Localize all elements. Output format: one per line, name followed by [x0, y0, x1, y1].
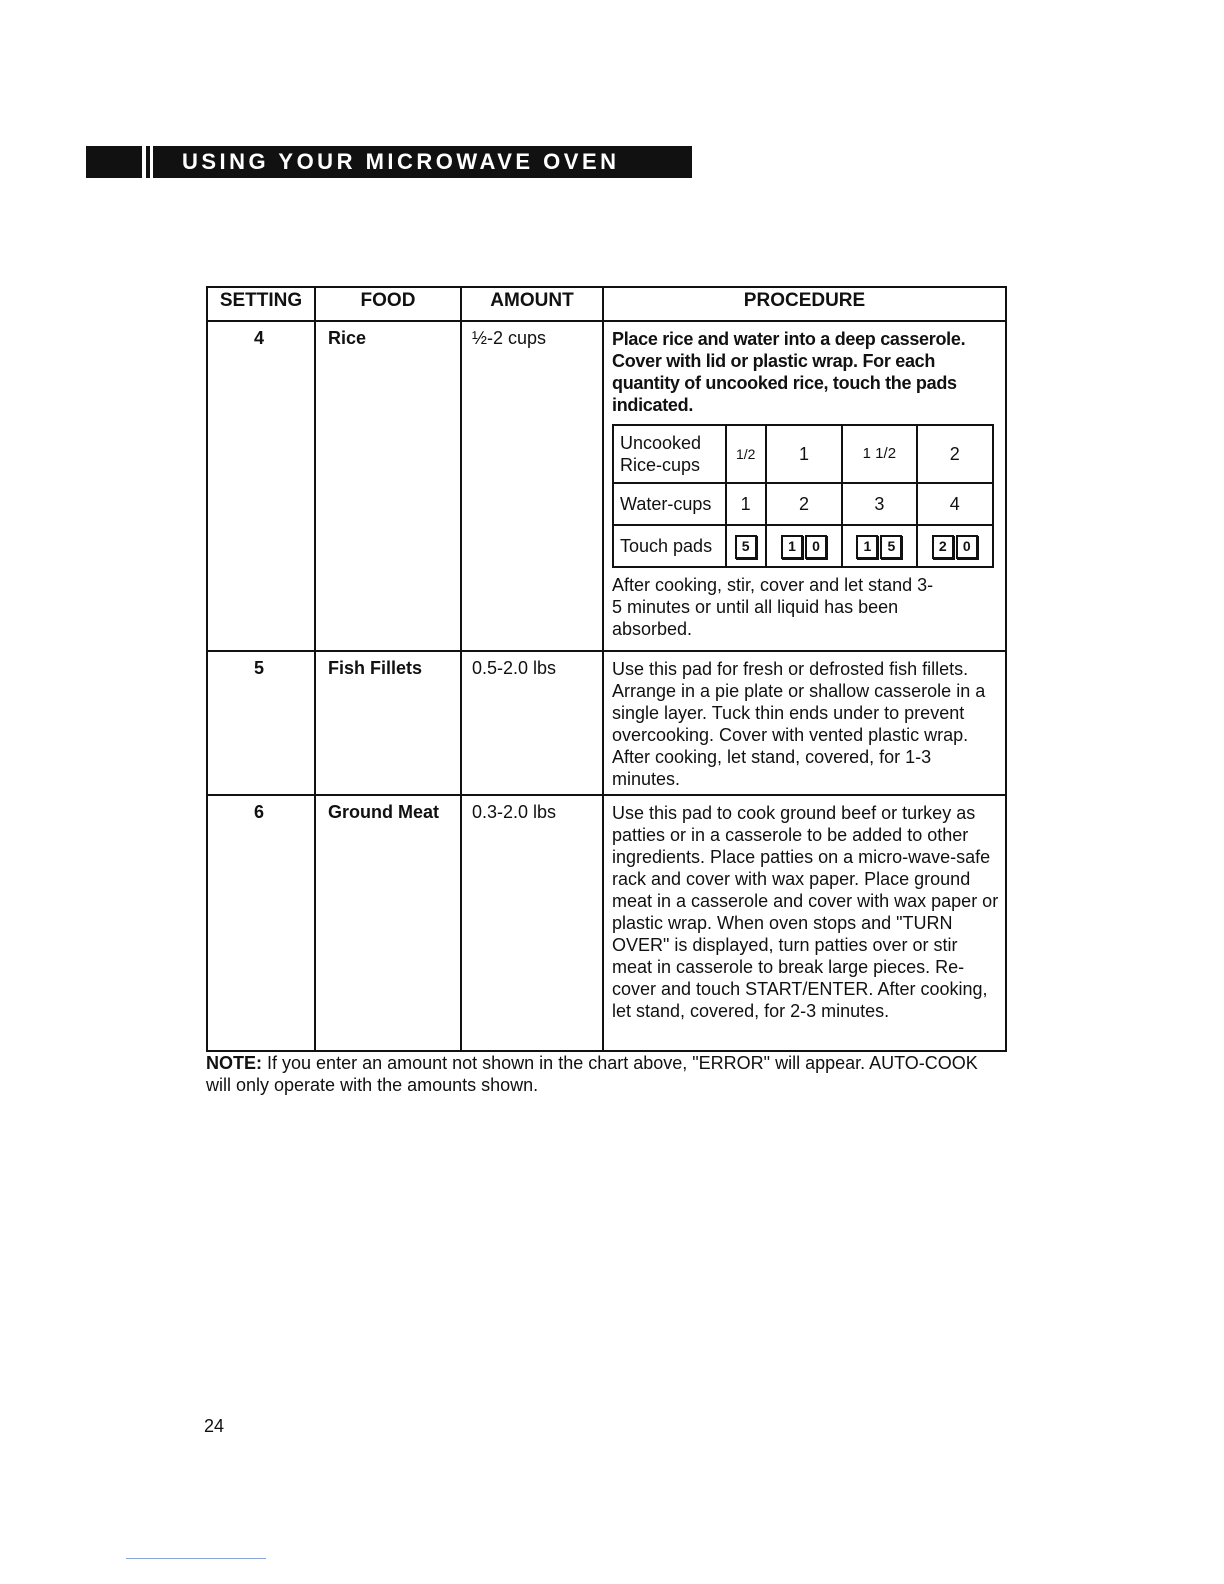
food-cell: Fish Fillets: [315, 651, 461, 795]
section-header-bar: [86, 146, 692, 178]
header-divider: [150, 146, 153, 178]
table-header-row: [207, 287, 1006, 321]
note-text: If you enter an amount not shown in the chart above, "ERROR" will appear. AUTO-COOK will only operate with the amounts shown.: [206, 1053, 978, 1095]
uncooked-label: Uncooked Rice-cups: [613, 425, 726, 483]
amount-cell: ½-2 cups: [461, 321, 603, 651]
amount-cell: 0.3-2.0 lbs: [461, 795, 603, 1051]
procedure-cell: [603, 321, 1006, 651]
setting-cell: 6: [207, 795, 315, 1051]
section-title: USING YOUR MICROWAVE OVEN: [182, 149, 620, 174]
water-label: Water-cups: [613, 483, 726, 525]
uncooked-value: 2: [917, 425, 993, 483]
procedure-cell: [603, 651, 1006, 795]
procedure-intro: Place rice and water into a deep casserole. Cover with lid or plastic wrap. For each quantity of uncooked rice, touch the pads indicated.: [612, 329, 966, 415]
number-pad-key: 2: [932, 535, 954, 559]
table-row: [207, 321, 1006, 651]
number-pad-key: 1: [856, 535, 878, 559]
amount-cell: 0.5-2.0 lbs: [461, 651, 603, 795]
number-pad-key: 5: [880, 535, 902, 559]
water-value: 3: [842, 483, 916, 525]
touch-pads-row: [613, 525, 993, 567]
water-value: 2: [766, 483, 842, 525]
food-cell: Ground Meat: [315, 795, 461, 1051]
auto-cook-table: [206, 286, 1007, 1052]
water-row: [613, 483, 993, 525]
uncooked-value: 1: [766, 425, 842, 483]
food-cell: Rice: [315, 321, 461, 651]
header-divider: [142, 146, 146, 178]
note: [206, 1052, 996, 1096]
table-row: [207, 651, 1006, 795]
table-row: [207, 795, 1006, 1051]
column-header-procedure: PROCEDURE: [603, 287, 1006, 321]
number-pad-key: 1: [781, 535, 803, 559]
column-header-setting: SETTING: [207, 287, 315, 321]
water-value: 4: [917, 483, 993, 525]
page-number: 24: [204, 1416, 225, 1436]
uncooked-row: [613, 425, 993, 483]
column-header-food: FOOD: [315, 287, 461, 321]
uncooked-value: 1 1/2: [842, 425, 916, 483]
note-label: NOTE:: [206, 1053, 262, 1073]
setting-cell: 4: [207, 321, 315, 651]
number-pad-key: 0: [805, 535, 827, 559]
scan-artifact-line: [126, 1558, 266, 1559]
pad-group: [766, 525, 842, 567]
setting-cell: 5: [207, 651, 315, 795]
touch-pads-label: Touch pads: [613, 525, 726, 567]
pad-group: [726, 525, 766, 567]
uncooked-value: 1/2: [726, 425, 766, 483]
number-pad-key: 5: [735, 535, 757, 559]
procedure-text: Use this pad to cook ground beef or turkey as patties or in a casserole to be added to other ingredients. Place patties on a micro-wave-safe rack and cover with wax paper. Place ground meat in a casserole and cover with wax paper or plastic wrap. When oven stops and "TURN OVER" is displayed, turn patties over or stir meat in casserole to break large pieces. Re-cover and touch START/ENTER. After cooking, let stand, covered, for 2-3 minutes.: [612, 803, 999, 1021]
rice-pad-table: [612, 424, 994, 568]
procedure-outro: After cooking, stir, cover and let stand 3-5 minutes or until all liquid has been absorbed.: [612, 575, 934, 639]
pad-group: [917, 525, 993, 567]
water-value: 1: [726, 483, 766, 525]
pad-group: [842, 525, 916, 567]
column-header-amount: AMOUNT: [461, 287, 603, 321]
procedure-cell: [603, 795, 1006, 1051]
procedure-text: Use this pad for fresh or defrosted fish fillets. Arrange in a pie plate or shallow casserole in a single layer. Tuck thin ends under to prevent overcooking. Cover with vented plastic wrap. After cooking, let stand, covered, for 1-3 minutes.: [612, 659, 986, 789]
number-pad-key: 0: [956, 535, 978, 559]
